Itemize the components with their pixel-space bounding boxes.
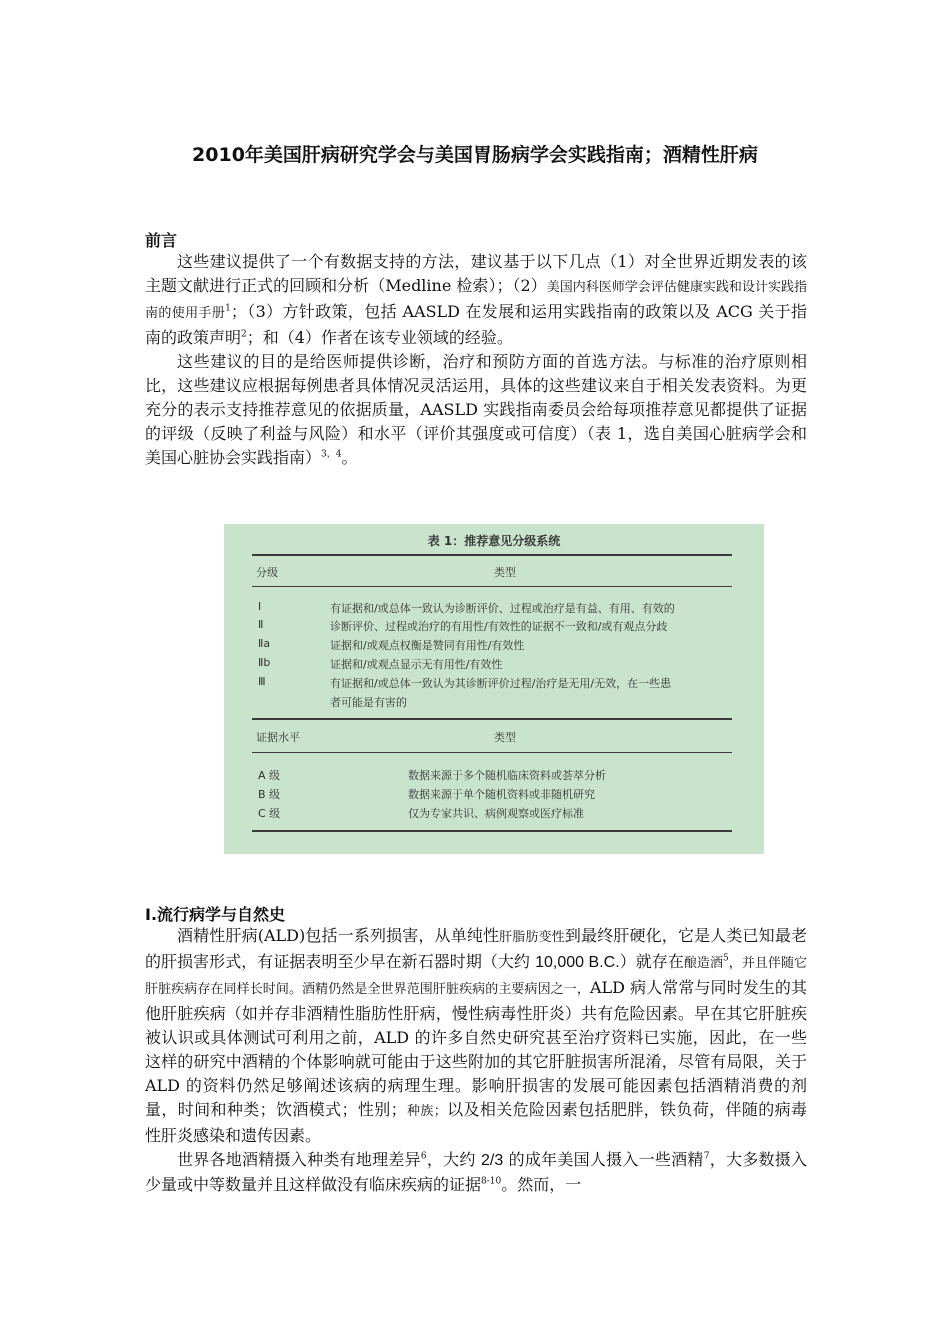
preface-paragraph-1	[145, 250, 807, 350]
table-rule	[252, 830, 732, 832]
grade-column-header: 分级	[256, 566, 278, 579]
grade-description: 证据和/或观点显示无有用性/有效性	[330, 658, 503, 671]
grade-label: Ⅰ	[258, 600, 262, 613]
text-run: 酒精性肝病(ALD)包括一系列损害，从单纯性	[177, 926, 500, 945]
section-1-paragraph-2	[145, 1148, 807, 1197]
preface-paragraph-2	[145, 350, 807, 470]
preface-body	[145, 250, 807, 470]
text-run: 这些建议的目的是给医师提供诊断，治疗和预防方面的首选方法。与标准的治疗原则相比，这些建议应根据每例患者具体情况灵活运用，具体的这些建议来自于相关发表资料。为更充分的表示支持推荐意见的依据质量，AASLD 实践指南委员会给每项推荐意见都提供了证据的评级（反映了利益与风险）和水平（评价其强度或可信度）（表 1，选自美国心脏病学会和美国心脏协会实践指南）	[145, 352, 807, 467]
footnote-ref: 2	[241, 329, 247, 340]
evidence-level-label: C 级	[258, 807, 281, 820]
section-1-body	[145, 924, 807, 1197]
footnote-ref: 7	[703, 1151, 710, 1162]
footnote-ref: 1	[225, 303, 231, 314]
evidence-level-description: 数据来源于单个随机资料或非随机研究	[408, 788, 595, 801]
table-rule	[252, 718, 732, 720]
preface-heading: 前言	[145, 231, 178, 250]
text-run: 这些建议提供了一个有数据支持的方法，建议基于以下几点（1）对全世界近期发表的该主题文献进行正式的回顾和分析（Medline 检索）；（2）	[145, 252, 807, 295]
text-run: 到最终肝硬化，它是人类已知最老的肝损害形式，有证据表明至少早在新石器时期（大约	[145, 926, 807, 971]
table-rule	[252, 586, 732, 587]
text-run: 世界各地酒精摄入种类有地理差异	[177, 1150, 421, 1169]
text-run: 10,000 B.C.	[535, 954, 620, 971]
grade-description: 诊断评价、过程或治疗的有用性/有效性的证据不一致和/或有观点分歧	[330, 620, 668, 633]
text-run: 。然而，一	[501, 1175, 582, 1194]
text-run: ；（3）方针政策，包括 AASLD 在发展和运用实践指南的政策以及 ACG 关于指南的政策声明	[145, 302, 807, 347]
recommendation-grading-table	[224, 524, 764, 854]
text-run: ）就存在	[619, 952, 684, 971]
grade-label: Ⅱa	[258, 637, 271, 650]
table-rule	[252, 752, 732, 753]
table-rule	[252, 554, 732, 556]
text-run: ，大多数摄入少量或中等数量并且这样做没有临床疾病的证据	[145, 1150, 807, 1194]
level-type-column-header: 类型	[494, 731, 516, 744]
text-run: ALD 病人常常与同时发生的其他肝脏疾病（如并存非酒精性脂肪性肝病，慢性病毒性肝炎）共有危险因素。早在其它肝脏疾被认识或具体测试可利用之前，ALD 的许多自然史研究甚至治疗资料已实施，因此，在一些这样的研究中酒精的个体影响就可能由于这些附加的其它肝脏损害所混淆，尽管有局限，关于 ALD 的资料仍然足够阐述该病的病理生理。影响肝损害的发展可能因素包括酒精消费的剂量，时间和种类；饮酒模式；性别；	[145, 978, 807, 1119]
footnote-ref: 5	[723, 953, 729, 964]
grade-description: 有证据和/或总体一致认为其诊断评价过程/治疗是无用/无效，在一些患	[330, 677, 672, 690]
grade-description: 证据和/或观点权衡是赞同有用性/有效性	[330, 639, 525, 652]
grade-description: 有证据和/或总体一致认为诊断评价、过程或治疗是有益、有用、有效的	[330, 602, 675, 615]
evidence-level-description: 仅为专家共识、病例观察或医疗标准	[408, 807, 584, 820]
text-run: 的成年美国人摄入一些酒精	[503, 1150, 704, 1169]
text-run: ；和（4）作者在该专业领域的经验。	[246, 328, 513, 347]
text-run: ，并且伴随它肝脏疾病存在同样长时间。酒精仍然是全世界范围肝脏疾病的主要病因之一，	[145, 956, 807, 997]
document-title: 2010年美国肝病研究学会与美国胃肠病学会实践指南；酒精性肝病	[192, 144, 758, 166]
text-run: 。	[341, 448, 358, 467]
text-run: 种族；	[406, 1104, 447, 1119]
footnote-ref: 6	[420, 1151, 427, 1162]
evidence-level-description: 数据来源于多个随机临床资料或荟萃分析	[408, 769, 606, 782]
text-run: ，大约	[426, 1150, 481, 1169]
text-run: 2/3	[481, 1152, 504, 1169]
grade-label: Ⅱb	[258, 656, 271, 669]
section-1-heading: Ⅰ.流行病学与自然史	[145, 905, 286, 924]
section-1-paragraph-1	[145, 924, 807, 1148]
footnote-ref: 3，4	[321, 449, 342, 460]
text-run: 美国内科医师学会评估健康实践和设计实践指南的使用手册	[145, 280, 807, 321]
grade-description-continued: 者可能是有害的	[330, 696, 407, 709]
grade-label: Ⅲ	[258, 675, 266, 688]
table-title: 表 1：推荐意见分级系统	[427, 534, 561, 548]
text-run: 酿造酒	[683, 956, 723, 971]
evidence-level-label: B 级	[258, 788, 281, 801]
text-run: 以及相关危险因素包括肥胖，铁负荷，伴随的病毒性肝炎感染和遗传因素。	[145, 1100, 807, 1145]
footnote-ref: 8-10	[481, 1176, 502, 1187]
evidence-level-label: A 级	[258, 769, 281, 782]
text-run: 肝脂肪变性	[499, 930, 565, 945]
evidence-level-column-header: 证据水平	[256, 731, 300, 744]
type-column-header: 类型	[494, 566, 516, 579]
grade-label: Ⅱ	[258, 618, 264, 631]
